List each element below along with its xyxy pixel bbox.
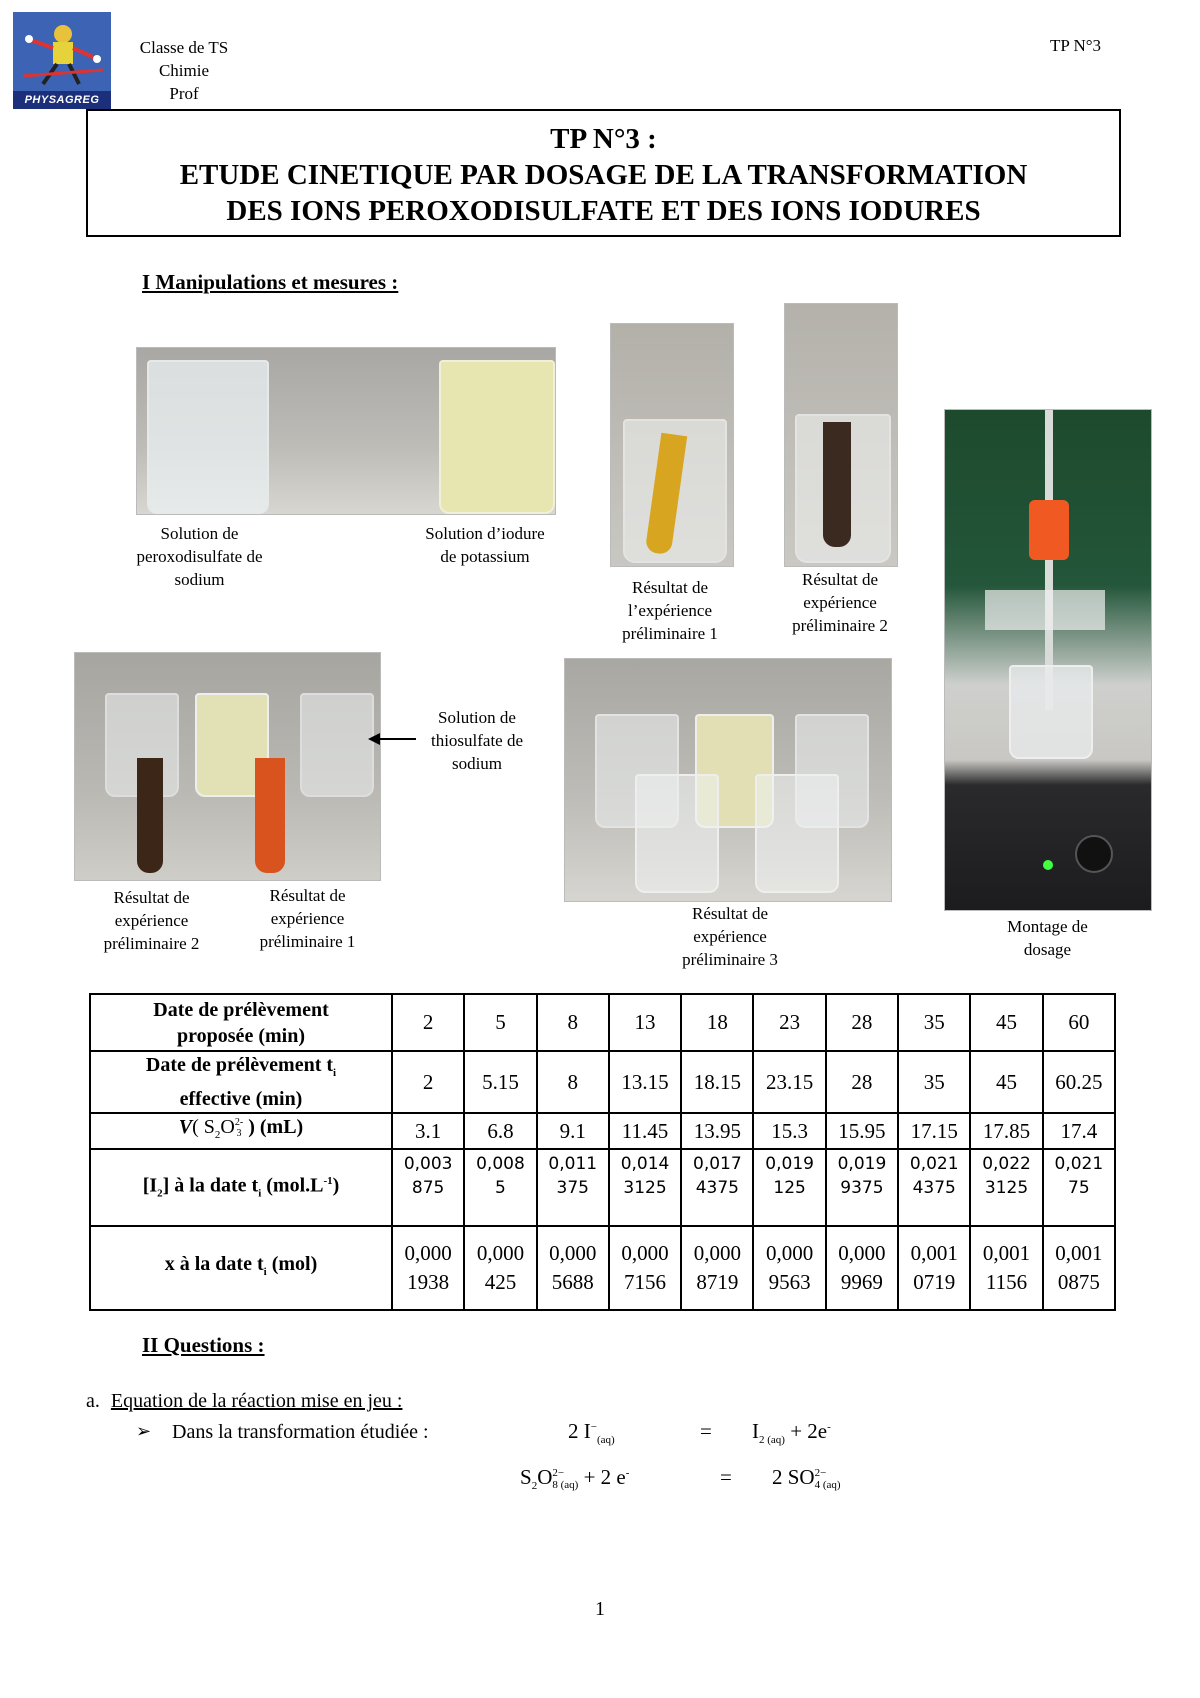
table-cell xyxy=(464,1149,536,1226)
caption-row2-exp2 xyxy=(84,886,219,955)
cell-line: 425 xyxy=(484,1270,517,1294)
caption-experience-1 xyxy=(600,576,740,645)
table-cell: 60 xyxy=(1043,994,1115,1051)
table-cell xyxy=(753,1226,825,1310)
equals-sign: = xyxy=(720,1465,732,1489)
cell-line: 9563 xyxy=(768,1270,811,1294)
table-cell: 2 xyxy=(392,994,464,1051)
cell-line: 75 xyxy=(1068,1178,1090,1198)
cell-line: 125 xyxy=(773,1178,806,1198)
table-cell: 17.85 xyxy=(970,1113,1042,1149)
caption-line: Solution de xyxy=(160,524,239,543)
equals-sign: = xyxy=(700,1419,712,1443)
tp-number: TP N°3 xyxy=(1050,36,1102,55)
cell-line: 3125 xyxy=(623,1178,667,1198)
cell-line: 0,021 xyxy=(1054,1154,1104,1174)
header-text: [I xyxy=(142,1174,158,1197)
physagreg-logo xyxy=(13,12,111,109)
subscript: 4 (aq) xyxy=(814,1479,841,1492)
superscript: - xyxy=(625,1467,630,1479)
caption-experience-3 xyxy=(660,902,800,971)
caption-line: Résultat de xyxy=(269,886,346,905)
table-cell: 23.15 xyxy=(753,1051,825,1113)
half-equation-peroxodisulfate xyxy=(520,1465,629,1492)
cell-line: 0,000 xyxy=(621,1241,669,1265)
cell-line: 875 xyxy=(411,1178,445,1198)
cell-line: 8719 xyxy=(696,1270,739,1294)
caption-line: l’expérience xyxy=(628,601,712,620)
table-cell xyxy=(970,1149,1042,1226)
cell-line: 0875 xyxy=(1057,1270,1100,1294)
caption-line: expérience xyxy=(693,927,767,946)
cell-line: 0,003 xyxy=(403,1154,453,1174)
cell-line: 0,019 xyxy=(765,1154,814,1174)
subscript: i xyxy=(258,1187,262,1200)
header-text: effective (min) xyxy=(179,1088,303,1110)
caption-line: Résultat de xyxy=(631,578,708,597)
table-cell: 5 xyxy=(464,994,536,1051)
table-cell xyxy=(537,1149,609,1226)
table-cell: 45 xyxy=(970,994,1042,1051)
eq-text: + 2 e xyxy=(578,1465,626,1489)
cell-line: 4375 xyxy=(695,1178,739,1198)
table-cell: 13.95 xyxy=(681,1113,753,1149)
cell-line: 0,001 xyxy=(982,1241,1031,1265)
table-cell xyxy=(898,1149,970,1226)
subscript: (aq) xyxy=(596,1434,615,1447)
table-cell xyxy=(1043,1149,1115,1226)
header-text: O xyxy=(220,1116,235,1138)
caption-line: sodium xyxy=(174,570,225,589)
header-text: ] à la date t xyxy=(162,1174,259,1197)
subscript: 2 xyxy=(157,1187,163,1200)
table-cell: 13 xyxy=(609,994,681,1051)
cell-line: 0,000 xyxy=(693,1241,741,1265)
cell-line: 5688 xyxy=(551,1270,594,1294)
header-text: proposée (min) xyxy=(177,1024,305,1047)
caption-line: préliminaire 1 xyxy=(259,932,356,951)
cell-line: 0,000 xyxy=(476,1241,525,1265)
cell-line: 1156 xyxy=(985,1270,1028,1294)
title-line-2: ETUDE CINETIQUE PAR DOSAGE DE LA TRANSFORMATION xyxy=(179,159,1028,191)
table-cell xyxy=(464,1226,536,1310)
caption-experience-2 xyxy=(770,568,910,637)
caption-line: Solution d’iodure xyxy=(425,524,545,543)
cell-line: 0,000 xyxy=(766,1241,814,1265)
header-text: ) (mL) xyxy=(243,1116,304,1138)
table-row xyxy=(90,1149,1115,1226)
subscript: i xyxy=(333,1067,337,1079)
caption-line: Résultat de xyxy=(113,888,190,907)
cell-line: 0,019 xyxy=(837,1154,887,1174)
table-cell: 3.1 xyxy=(392,1113,464,1149)
cell-line: 0,008 xyxy=(476,1154,525,1174)
caption-line: préliminaire 2 xyxy=(103,934,200,953)
superscript: - xyxy=(827,1421,831,1433)
eq-text: I xyxy=(752,1419,759,1443)
cell-line: 0,011 xyxy=(548,1154,598,1174)
table-cell: 8 xyxy=(537,994,609,1051)
section-1-heading: I Manipulations et mesures : xyxy=(142,270,399,294)
row-header-advancement xyxy=(90,1226,392,1310)
charge-stack xyxy=(815,1467,841,1491)
table-cell: 23 xyxy=(753,994,825,1051)
table-cell: 45 xyxy=(970,1051,1042,1113)
row-header-date-effective xyxy=(90,1051,392,1113)
row-header-volume xyxy=(90,1113,392,1149)
photo-results-1-2 xyxy=(74,652,381,881)
table-cell: 28 xyxy=(826,994,898,1051)
cell-line: 375 xyxy=(556,1178,589,1198)
charge-stack xyxy=(235,1117,243,1139)
caption-line: dosage xyxy=(1023,940,1072,959)
table-cell: 17.15 xyxy=(898,1113,970,1149)
half-equation-iodide xyxy=(568,1419,615,1446)
cell-line: 0,001 xyxy=(1055,1241,1103,1265)
table-cell: 28 xyxy=(826,1051,898,1113)
caption-line: Résultat de xyxy=(691,904,768,923)
header-text: ) xyxy=(332,1174,340,1197)
table-cell: 15.3 xyxy=(753,1113,825,1149)
table-cell: 60.25 xyxy=(1043,1051,1115,1113)
eq-text: S xyxy=(520,1465,532,1489)
table-cell xyxy=(609,1149,681,1226)
question-a xyxy=(86,1390,402,1413)
table-row xyxy=(90,1051,1115,1113)
table-cell xyxy=(1043,1226,1115,1310)
caption-row2-exp1 xyxy=(240,884,375,953)
superscript: 2- xyxy=(234,1117,244,1129)
caption-line: expérience xyxy=(803,593,877,612)
photo-beakers-solutions xyxy=(136,347,556,515)
cell-line: 4375 xyxy=(912,1178,956,1198)
header-text xyxy=(91,1052,391,1086)
subscript: 2 (aq) xyxy=(759,1434,785,1447)
photo-montage-dosage xyxy=(944,409,1152,911)
superscript: − xyxy=(590,1421,597,1433)
bullet-text: Dans la transformation étudiée : xyxy=(172,1421,429,1443)
table-cell: 11.45 xyxy=(609,1113,681,1149)
caption-montage xyxy=(975,915,1120,961)
subscript: 3 xyxy=(236,1128,242,1140)
caption-line: Montage de xyxy=(1007,917,1088,936)
table-cell xyxy=(898,1226,970,1310)
cell-line: 9375 xyxy=(840,1178,884,1198)
caption-line: préliminaire 2 xyxy=(792,616,888,635)
photo-experience-3 xyxy=(564,658,892,902)
caption-line: préliminaire 3 xyxy=(682,950,778,969)
half-equation-sulfate xyxy=(772,1465,841,1491)
row-header-iodine-concentration xyxy=(90,1149,392,1226)
logo-text: PHYSAGREG xyxy=(13,91,111,109)
logo-figure-icon xyxy=(13,12,111,92)
table-cell xyxy=(681,1226,753,1310)
header-text: (mol) xyxy=(266,1253,318,1275)
table-cell: 18.15 xyxy=(681,1051,753,1113)
subscript: 2 xyxy=(214,1129,221,1141)
cell-line: 3125 xyxy=(984,1178,1029,1198)
table-cell xyxy=(753,1149,825,1226)
caption-line: expérience xyxy=(114,911,189,930)
cell-line: 0,014 xyxy=(620,1154,670,1174)
measurements-table xyxy=(89,993,1116,1311)
table-cell: 13.15 xyxy=(609,1051,681,1113)
subscript: 2 xyxy=(531,1480,538,1493)
cell-line: 0,022 xyxy=(982,1154,1031,1174)
caption-line: expérience xyxy=(270,909,345,928)
table-cell xyxy=(826,1226,898,1310)
subscript: i xyxy=(263,1266,267,1278)
cell-line: 0,000 xyxy=(549,1241,597,1265)
table-cell: 17.4 xyxy=(1043,1113,1115,1149)
class-line: Classe de TS xyxy=(139,38,229,57)
page-number: 1 xyxy=(595,1598,605,1620)
eq-text: O xyxy=(537,1465,553,1489)
cell-line: 0719 xyxy=(913,1270,956,1294)
table-cell xyxy=(681,1149,753,1226)
header-text: V xyxy=(178,1116,193,1138)
superscript: 2− xyxy=(814,1467,827,1480)
cell-line: 0,000 xyxy=(838,1241,886,1265)
cell-line: 9969 xyxy=(840,1270,883,1294)
caption-iodure xyxy=(405,522,565,568)
subscript: 8 (aq) xyxy=(552,1479,579,1492)
table-cell: 18 xyxy=(681,994,753,1051)
cell-line: 0,021 xyxy=(909,1154,959,1174)
table-cell: 8 xyxy=(537,1051,609,1113)
table-cell: 2 xyxy=(392,1051,464,1113)
charge-stack xyxy=(552,1467,578,1491)
row-header-date-proposed xyxy=(90,994,392,1051)
title-line-3: DES IONS PEROXODISULFATE ET DES IONS IODURES xyxy=(226,195,981,227)
superscript: -1 xyxy=(323,1175,333,1188)
header-text: x à la date t xyxy=(164,1253,264,1275)
caption-peroxodisulfate xyxy=(112,522,287,591)
table-cell: 35 xyxy=(898,1051,970,1113)
table-cell xyxy=(970,1226,1042,1310)
table-cell xyxy=(537,1226,609,1310)
caption-line: sodium xyxy=(451,754,503,773)
header-text: ( S xyxy=(192,1116,215,1138)
caption-line: préliminaire 1 xyxy=(622,624,718,643)
class-info xyxy=(118,36,250,105)
caption-line: Résultat de xyxy=(801,570,878,589)
photo-experience-2 xyxy=(784,303,898,567)
question-text: Equation de la réaction mise en jeu : xyxy=(110,1390,403,1412)
table-cell: 5.15 xyxy=(464,1051,536,1113)
table-cell: 35 xyxy=(898,994,970,1051)
table-cell xyxy=(826,1149,898,1226)
caption-line: peroxodisulfate de xyxy=(136,547,263,566)
subject-line: Chimie xyxy=(158,61,210,80)
question-letter: a. xyxy=(86,1390,100,1412)
title-line-1: TP N°3 : xyxy=(550,123,657,155)
section-2-heading: II Questions : xyxy=(142,1333,265,1357)
cell-line: 0,000 xyxy=(404,1241,452,1265)
caption-thiosulfate xyxy=(412,706,542,775)
cell-line: 0,017 xyxy=(693,1154,742,1174)
caption-line: de potassium xyxy=(440,547,530,566)
table-cell xyxy=(392,1149,464,1226)
title-box xyxy=(86,109,1121,237)
table-cell xyxy=(609,1226,681,1310)
table-row xyxy=(90,994,1115,1051)
table-row xyxy=(90,1113,1115,1149)
cell-line: 1938 xyxy=(407,1270,450,1294)
eq-text: + 2e xyxy=(784,1419,828,1443)
superscript: 2− xyxy=(552,1467,565,1480)
arrow-bullet-icon: ➢ xyxy=(136,1421,152,1441)
header-text: Date de prélèvement xyxy=(153,998,329,1021)
arrow-left-icon xyxy=(368,731,418,747)
cell-line: 0,001 xyxy=(910,1241,958,1265)
photo-experience-1 xyxy=(610,323,734,567)
cell-line: 7156 xyxy=(624,1270,667,1294)
author-line: Prof xyxy=(169,84,199,103)
eq-text: 2 I xyxy=(568,1419,591,1443)
caption-line: thiosulfate de xyxy=(430,731,524,750)
table-cell xyxy=(392,1226,464,1310)
table-cell: 6.8 xyxy=(464,1113,536,1149)
table-cell: 15.95 xyxy=(826,1113,898,1149)
eq-text: 2 SO xyxy=(772,1465,815,1489)
table-cell: 9.1 xyxy=(537,1113,609,1149)
half-equation-iodine xyxy=(752,1419,831,1446)
table-row xyxy=(90,1226,1115,1310)
header-text: Date de prélèvement t xyxy=(145,1054,334,1076)
caption-line: Solution de xyxy=(438,708,516,727)
cell-line: 5 xyxy=(495,1178,506,1198)
header-text: (mol.L xyxy=(261,1174,324,1197)
